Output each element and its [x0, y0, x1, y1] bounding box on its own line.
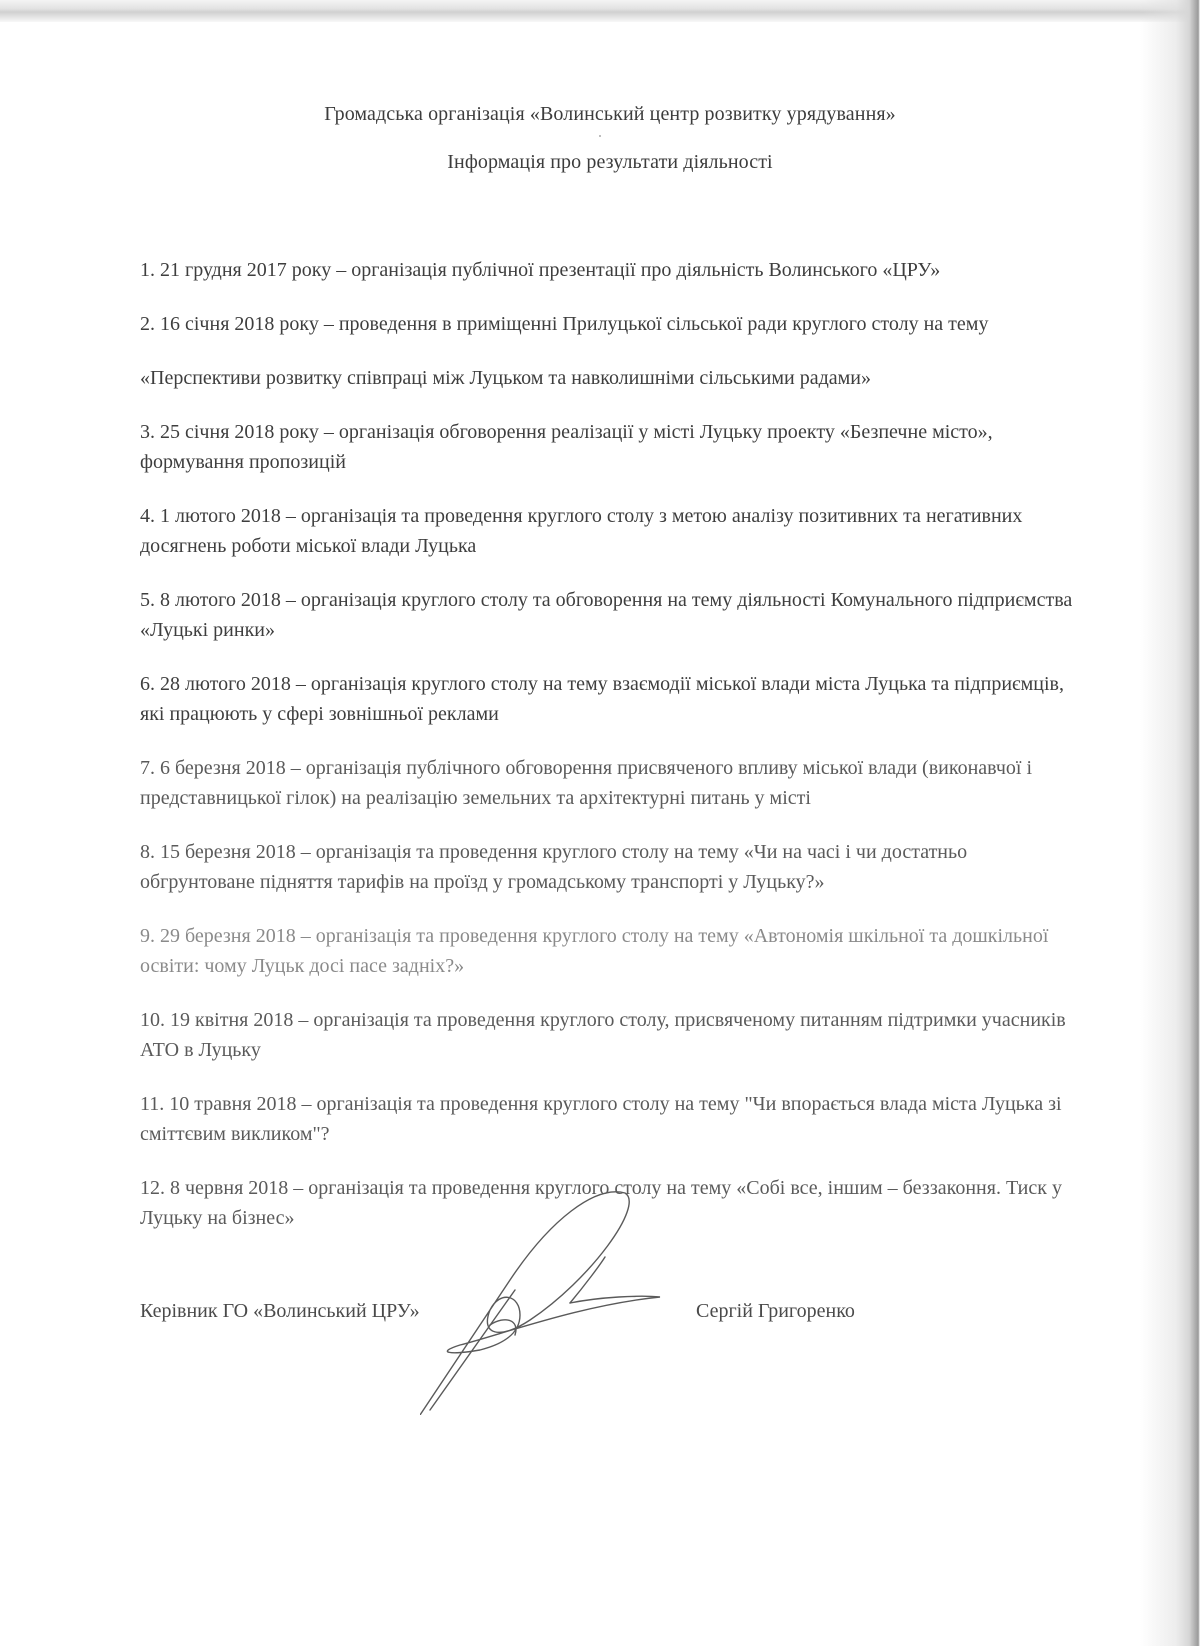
- activity-item: 1. 21 грудня 2017 року – організація публічної презентації про діяльність Волинського «ЦРУ»: [140, 259, 941, 281]
- signatory-name: Сергій Григоренко: [696, 1300, 855, 1322]
- scan-artifact-dot: [599, 135, 601, 137]
- activity-item: 6. 28 лютого 2018 – організація круглого столу на тему взаємодії міської влади міста Луцька та підприємців, які працюють у сфері зовнішньої реклами: [140, 673, 1065, 725]
- activity-item: 8. 15 березня 2018 – організація та проведення круглого столу на тему «Чи на часі і чи достатньо обгрунтоване підняття тарифів на проїзд у громадському транспорті у Луцьку?»: [140, 841, 968, 893]
- signature-block: [140, 1300, 900, 1330]
- activity-item: 7. 6 березня 2018 – організація публічного обговорення присвяченого впливу міської влади (виконавчої і представницької гілок) на реалізацію земельних та архітектурні питань у місті: [140, 757, 1033, 809]
- scan-right-edge-shadow: [1140, 0, 1200, 1646]
- signatory-role: Керівник ГО «Волинський ЦРУ»: [140, 1300, 420, 1322]
- activity-item-topic: «Перспективи розвитку співпраці між Луцьком та навколишніми сільськими радами»: [140, 367, 871, 389]
- document-title: Інформація про результати діяльності: [447, 151, 773, 173]
- organization-title: Громадська організація «Волинський центр розвитку урядування»: [324, 103, 896, 125]
- activity-item: 4. 1 лютого 2018 – організація та проведення круглого столу з метою аналізу позитивних та негативних досягнень роботи міської влади Луцька: [140, 505, 1023, 557]
- activity-item: 12. 8 червня 2018 – організація та проведення круглого столу на тему «Собі все, іншим – беззаконня. Тиск у Луцьку на бізнес»: [140, 1177, 1062, 1229]
- activity-item: 3. 25 січня 2018 року – організація обговорення реалізації у місті Луцьку проекту «Безпечне місто», формування пропозицій: [140, 421, 993, 473]
- activity-item: 5. 8 лютого 2018 – організація круглого столу та обговорення на тему діяльності Комунального підприємства «Луцькі ринки»: [140, 589, 1073, 641]
- activity-item: 9. 29 березня 2018 – організація та проведення круглого столу на тему «Автономія шкільної та дошкільної освіти: чому Луцьк досі пасе задніх?»: [140, 925, 1049, 977]
- activity-item: 11. 10 травня 2018 – організація та проведення круглого столу на тему "Чи впорається влада міста Луцька зі сміттєвим викликом"?: [140, 1093, 1062, 1145]
- activity-list: [140, 255, 1080, 1257]
- activity-item: 10. 19 квітня 2018 – організація та проведення круглого столу, присвяченому питанням підтримки учасників АТО в Луцьку: [140, 1009, 1066, 1061]
- scan-top-edge-shadow: [0, 0, 1195, 22]
- activity-item: 2. 16 січня 2018 року – проведення в приміщенні Прилуцької сільської ради круглого столу на тему: [140, 313, 989, 335]
